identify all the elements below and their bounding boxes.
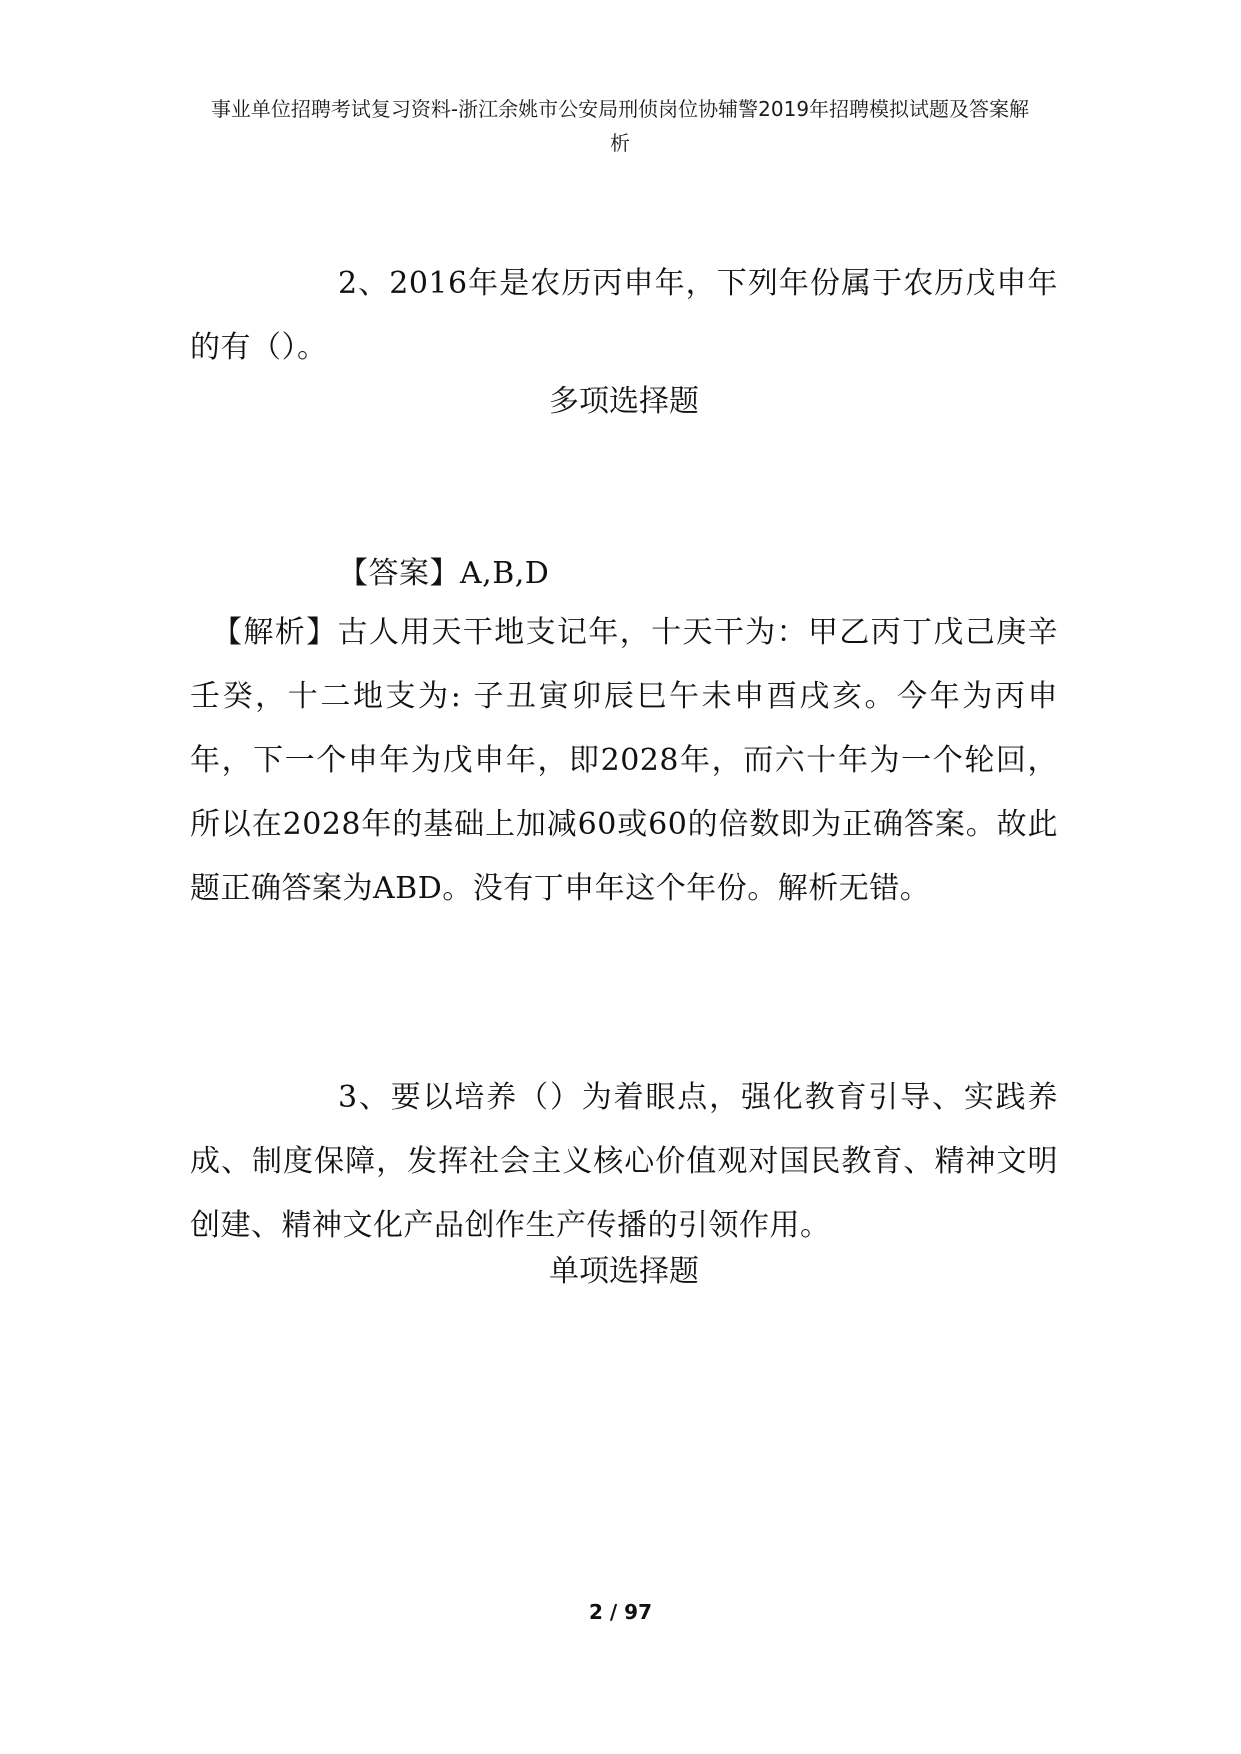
answer-2: 【答案】A,B,D — [338, 556, 550, 591]
page-header — [175, 92, 1065, 160]
header-title-line1: 事业单位招聘考试复习资料-浙江余姚市公安局刑侦岗位协辅警2019年招聘模拟试题及答案解 — [210, 97, 1030, 121]
question-2-type: 多项选择题 — [549, 384, 699, 419]
question-3-type: 单项选择题 — [549, 1254, 699, 1289]
question-3-text: 3、要以培养（）为着眼点，强化教育引导、实践养成、制度保障，发挥社会主义核心价值观对国民教育、精神文明创建、精神文化产品创作生产传播的引领作用。 — [190, 1080, 1058, 1243]
question-2-text: 2、2016年是农历丙申年，下列年份属于农历戊申年的有（）。 — [190, 266, 1058, 365]
analysis-2: 【解析】古人用天干地支记年，十天干为：甲乙丙丁戊己庚辛壬癸，十二地支为: 子丑寅卯辰巳午未申酉戌亥。今年为丙申年，下一个申年为戊申年，即2028年，而六十年为一个轮回，所以在2028年的基础上加减60或60的倍数即为正确答案。故此题正确答案为ABD。没有丁申年这个年份。解析无错。 — [190, 615, 1058, 906]
header-title-line2: 析 — [610, 131, 630, 155]
page-number: 2 / 97 — [589, 1600, 652, 1624]
